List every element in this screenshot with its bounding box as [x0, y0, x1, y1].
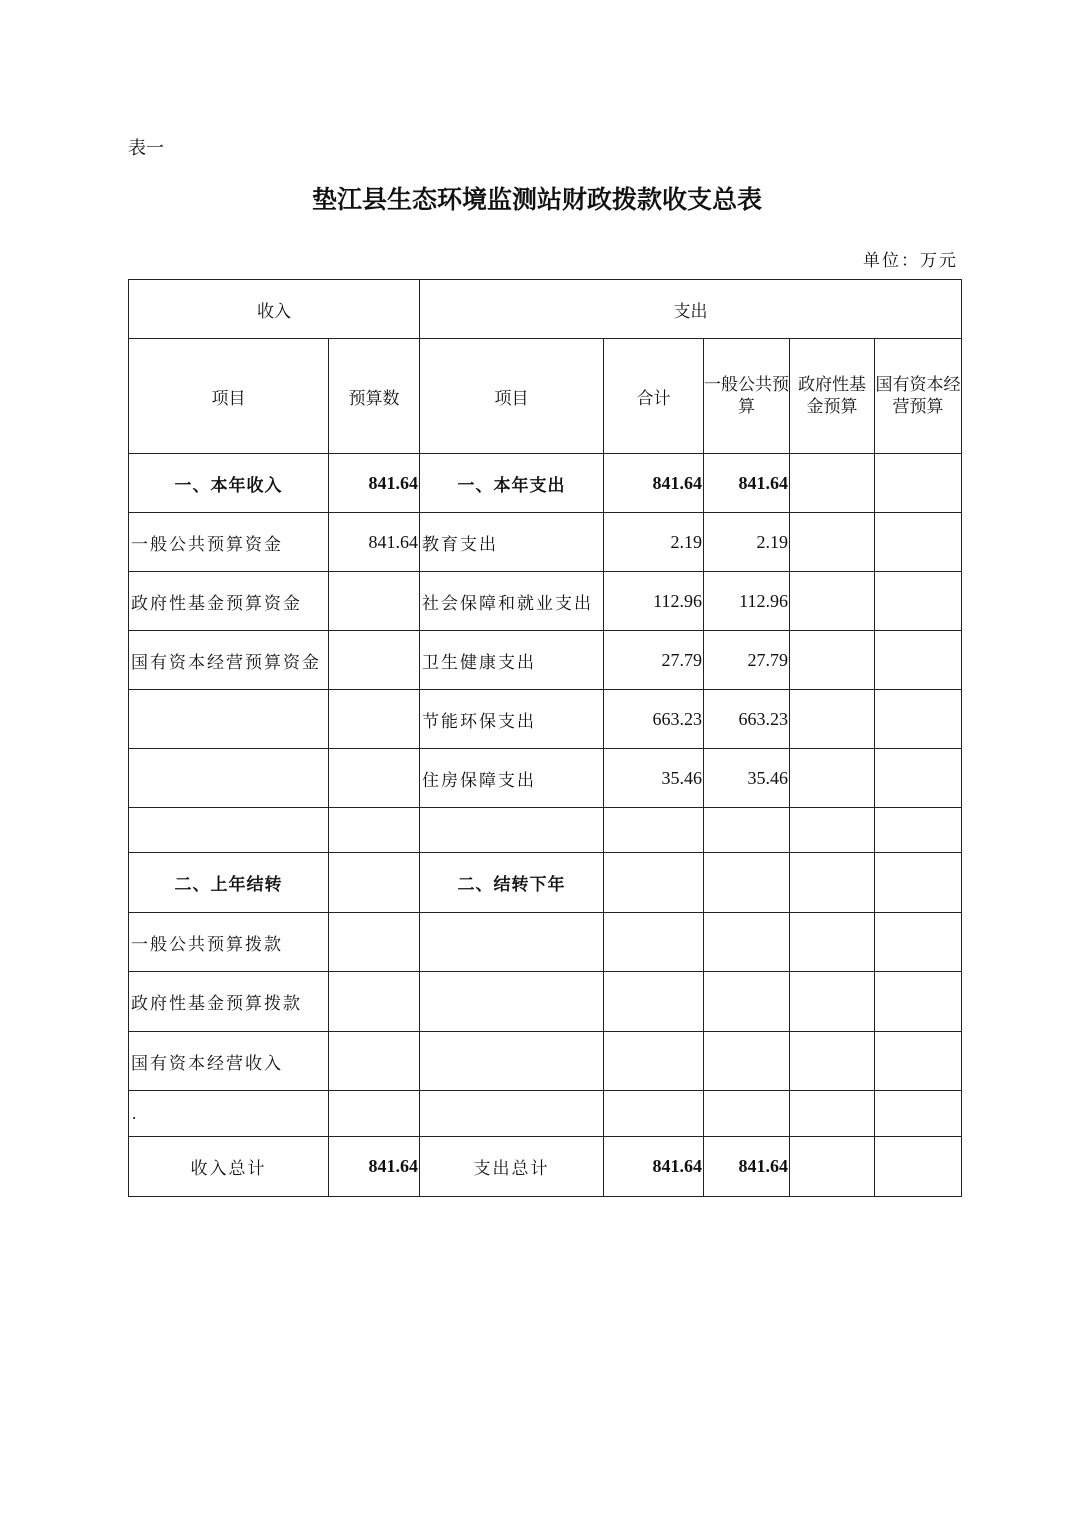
total-cell: 27.79	[604, 631, 704, 690]
expenditure-item-cell: 节能环保支出	[420, 690, 604, 749]
general-budget-cell	[704, 1091, 790, 1137]
col-header-income-item: 项目	[129, 339, 329, 454]
total-cell	[604, 1032, 704, 1091]
col-header-expenditure-item: 项目	[420, 339, 604, 454]
state-capital-cell	[875, 808, 962, 853]
income-item-cell: 国有资本经营预算资金	[129, 631, 329, 690]
expenditure-item-cell: 住房保障支出	[420, 749, 604, 808]
col-header-fund-budget: 政府性基金预算	[790, 339, 875, 454]
state-capital-cell	[875, 1091, 962, 1137]
income-item-cell: 二、上年结转	[129, 853, 329, 913]
table-number-caption: 表一	[128, 138, 164, 159]
state-capital-cell	[875, 749, 962, 808]
income-item-cell: 国有资本经营收入	[129, 1032, 329, 1091]
table-row	[129, 853, 962, 913]
fund-budget-cell	[790, 454, 875, 513]
expenditure-item-cell	[420, 913, 604, 972]
income-total-amount: 841.64	[329, 1137, 420, 1197]
fund-budget-cell	[790, 749, 875, 808]
total-cell	[604, 808, 704, 853]
col-header-general-budget: 一般公共预算	[704, 339, 790, 454]
expenditure-item-cell: 卫生健康支出	[420, 631, 604, 690]
expenditure-item-cell	[420, 1032, 604, 1091]
total-cell: 2.19	[604, 513, 704, 572]
fund-budget-cell	[790, 853, 875, 913]
state-capital-total-cell	[875, 1137, 962, 1197]
state-capital-cell	[875, 972, 962, 1032]
col-header-total: 合计	[604, 339, 704, 454]
income-item-cell	[129, 808, 329, 853]
general-budget-cell	[704, 853, 790, 913]
income-amount-cell	[329, 631, 420, 690]
expenditure-item-cell: 社会保障和就业支出	[420, 572, 604, 631]
general-budget-cell	[704, 972, 790, 1032]
total-cell: 35.46	[604, 749, 704, 808]
totals-row	[129, 1137, 962, 1197]
fund-budget-cell	[790, 631, 875, 690]
income-amount-cell	[329, 853, 420, 913]
income-amount-cell	[329, 690, 420, 749]
income-item-cell: 政府性基金预算拨款	[129, 972, 329, 1032]
total-cell: 841.64	[604, 454, 704, 513]
table-row	[129, 972, 962, 1032]
income-amount-cell	[329, 1091, 420, 1137]
table-row	[129, 808, 962, 853]
table-row	[129, 513, 962, 572]
state-capital-cell	[875, 572, 962, 631]
fund-budget-cell	[790, 913, 875, 972]
fund-budget-cell	[790, 690, 875, 749]
general-budget-cell	[704, 808, 790, 853]
total-cell	[604, 972, 704, 1032]
section-header-row	[129, 280, 962, 339]
expenditure-item-cell	[420, 808, 604, 853]
table-row	[129, 631, 962, 690]
unit-note: 单位：万元	[863, 251, 958, 271]
expenditure-section-header: 支出	[420, 280, 962, 339]
general-budget-cell: 663.23	[704, 690, 790, 749]
general-budget-cell	[704, 1032, 790, 1091]
expenditure-total-label: 支出总计	[420, 1137, 604, 1197]
table-row	[129, 1091, 962, 1137]
income-amount-cell: 841.64	[329, 513, 420, 572]
table-row	[129, 454, 962, 513]
state-capital-cell	[875, 513, 962, 572]
income-item-cell: 一般公共预算拨款	[129, 913, 329, 972]
fund-budget-cell	[790, 1091, 875, 1137]
total-cell	[604, 1091, 704, 1137]
budget-summary-table	[128, 279, 962, 1197]
general-budget-cell: 27.79	[704, 631, 790, 690]
income-amount-cell	[329, 572, 420, 631]
state-capital-cell	[875, 913, 962, 972]
expenditure-item-cell: 一、本年支出	[420, 454, 604, 513]
table-row	[129, 572, 962, 631]
expenditure-item-cell	[420, 972, 604, 1032]
column-header-row	[129, 339, 962, 454]
fund-budget-cell	[790, 972, 875, 1032]
table-row	[129, 1032, 962, 1091]
general-budget-cell: 2.19	[704, 513, 790, 572]
total-cell	[604, 913, 704, 972]
table-row	[129, 913, 962, 972]
income-amount-cell	[329, 749, 420, 808]
income-amount-cell	[329, 1032, 420, 1091]
income-item-cell: 一般公共预算资金	[129, 513, 329, 572]
general-budget-cell: 841.64	[704, 454, 790, 513]
state-capital-cell	[875, 454, 962, 513]
state-capital-cell	[875, 853, 962, 913]
col-header-state-capital-budget: 国有资本经营预算	[875, 339, 962, 454]
income-section-header: 收入	[129, 280, 420, 339]
fund-budget-cell	[790, 1032, 875, 1091]
income-amount-cell	[329, 972, 420, 1032]
page-title: 垫江县生态环境监测站财政拨款收支总表	[311, 185, 762, 214]
income-total-label: 收入总计	[129, 1137, 329, 1197]
fund-budget-cell	[790, 572, 875, 631]
fund-budget-cell	[790, 513, 875, 572]
income-item-cell	[129, 749, 329, 808]
general-budget-total-cell: 841.64	[704, 1137, 790, 1197]
income-item-cell: 一、本年收入	[129, 454, 329, 513]
expenditure-item-cell: 二、结转下年	[420, 853, 604, 913]
general-budget-cell	[704, 913, 790, 972]
state-capital-cell	[875, 690, 962, 749]
table-row	[129, 749, 962, 808]
general-budget-cell: 112.96	[704, 572, 790, 631]
total-cell: 663.23	[604, 690, 704, 749]
col-header-budget-amount: 预算数	[329, 339, 420, 454]
fund-budget-total-cell	[790, 1137, 875, 1197]
income-amount-cell	[329, 808, 420, 853]
income-amount-cell	[329, 913, 420, 972]
general-budget-cell: 35.46	[704, 749, 790, 808]
total-cell	[604, 853, 704, 913]
income-item-cell	[129, 690, 329, 749]
expenditure-total-cell: 841.64	[604, 1137, 704, 1197]
income-amount-cell: 841.64	[329, 454, 420, 513]
table-row	[129, 690, 962, 749]
expenditure-item-cell: 教育支出	[420, 513, 604, 572]
income-item-cell: .	[129, 1091, 329, 1137]
state-capital-cell	[875, 1032, 962, 1091]
state-capital-cell	[875, 631, 962, 690]
total-cell: 112.96	[604, 572, 704, 631]
expenditure-item-cell	[420, 1091, 604, 1137]
income-item-cell: 政府性基金预算资金	[129, 572, 329, 631]
fund-budget-cell	[790, 808, 875, 853]
